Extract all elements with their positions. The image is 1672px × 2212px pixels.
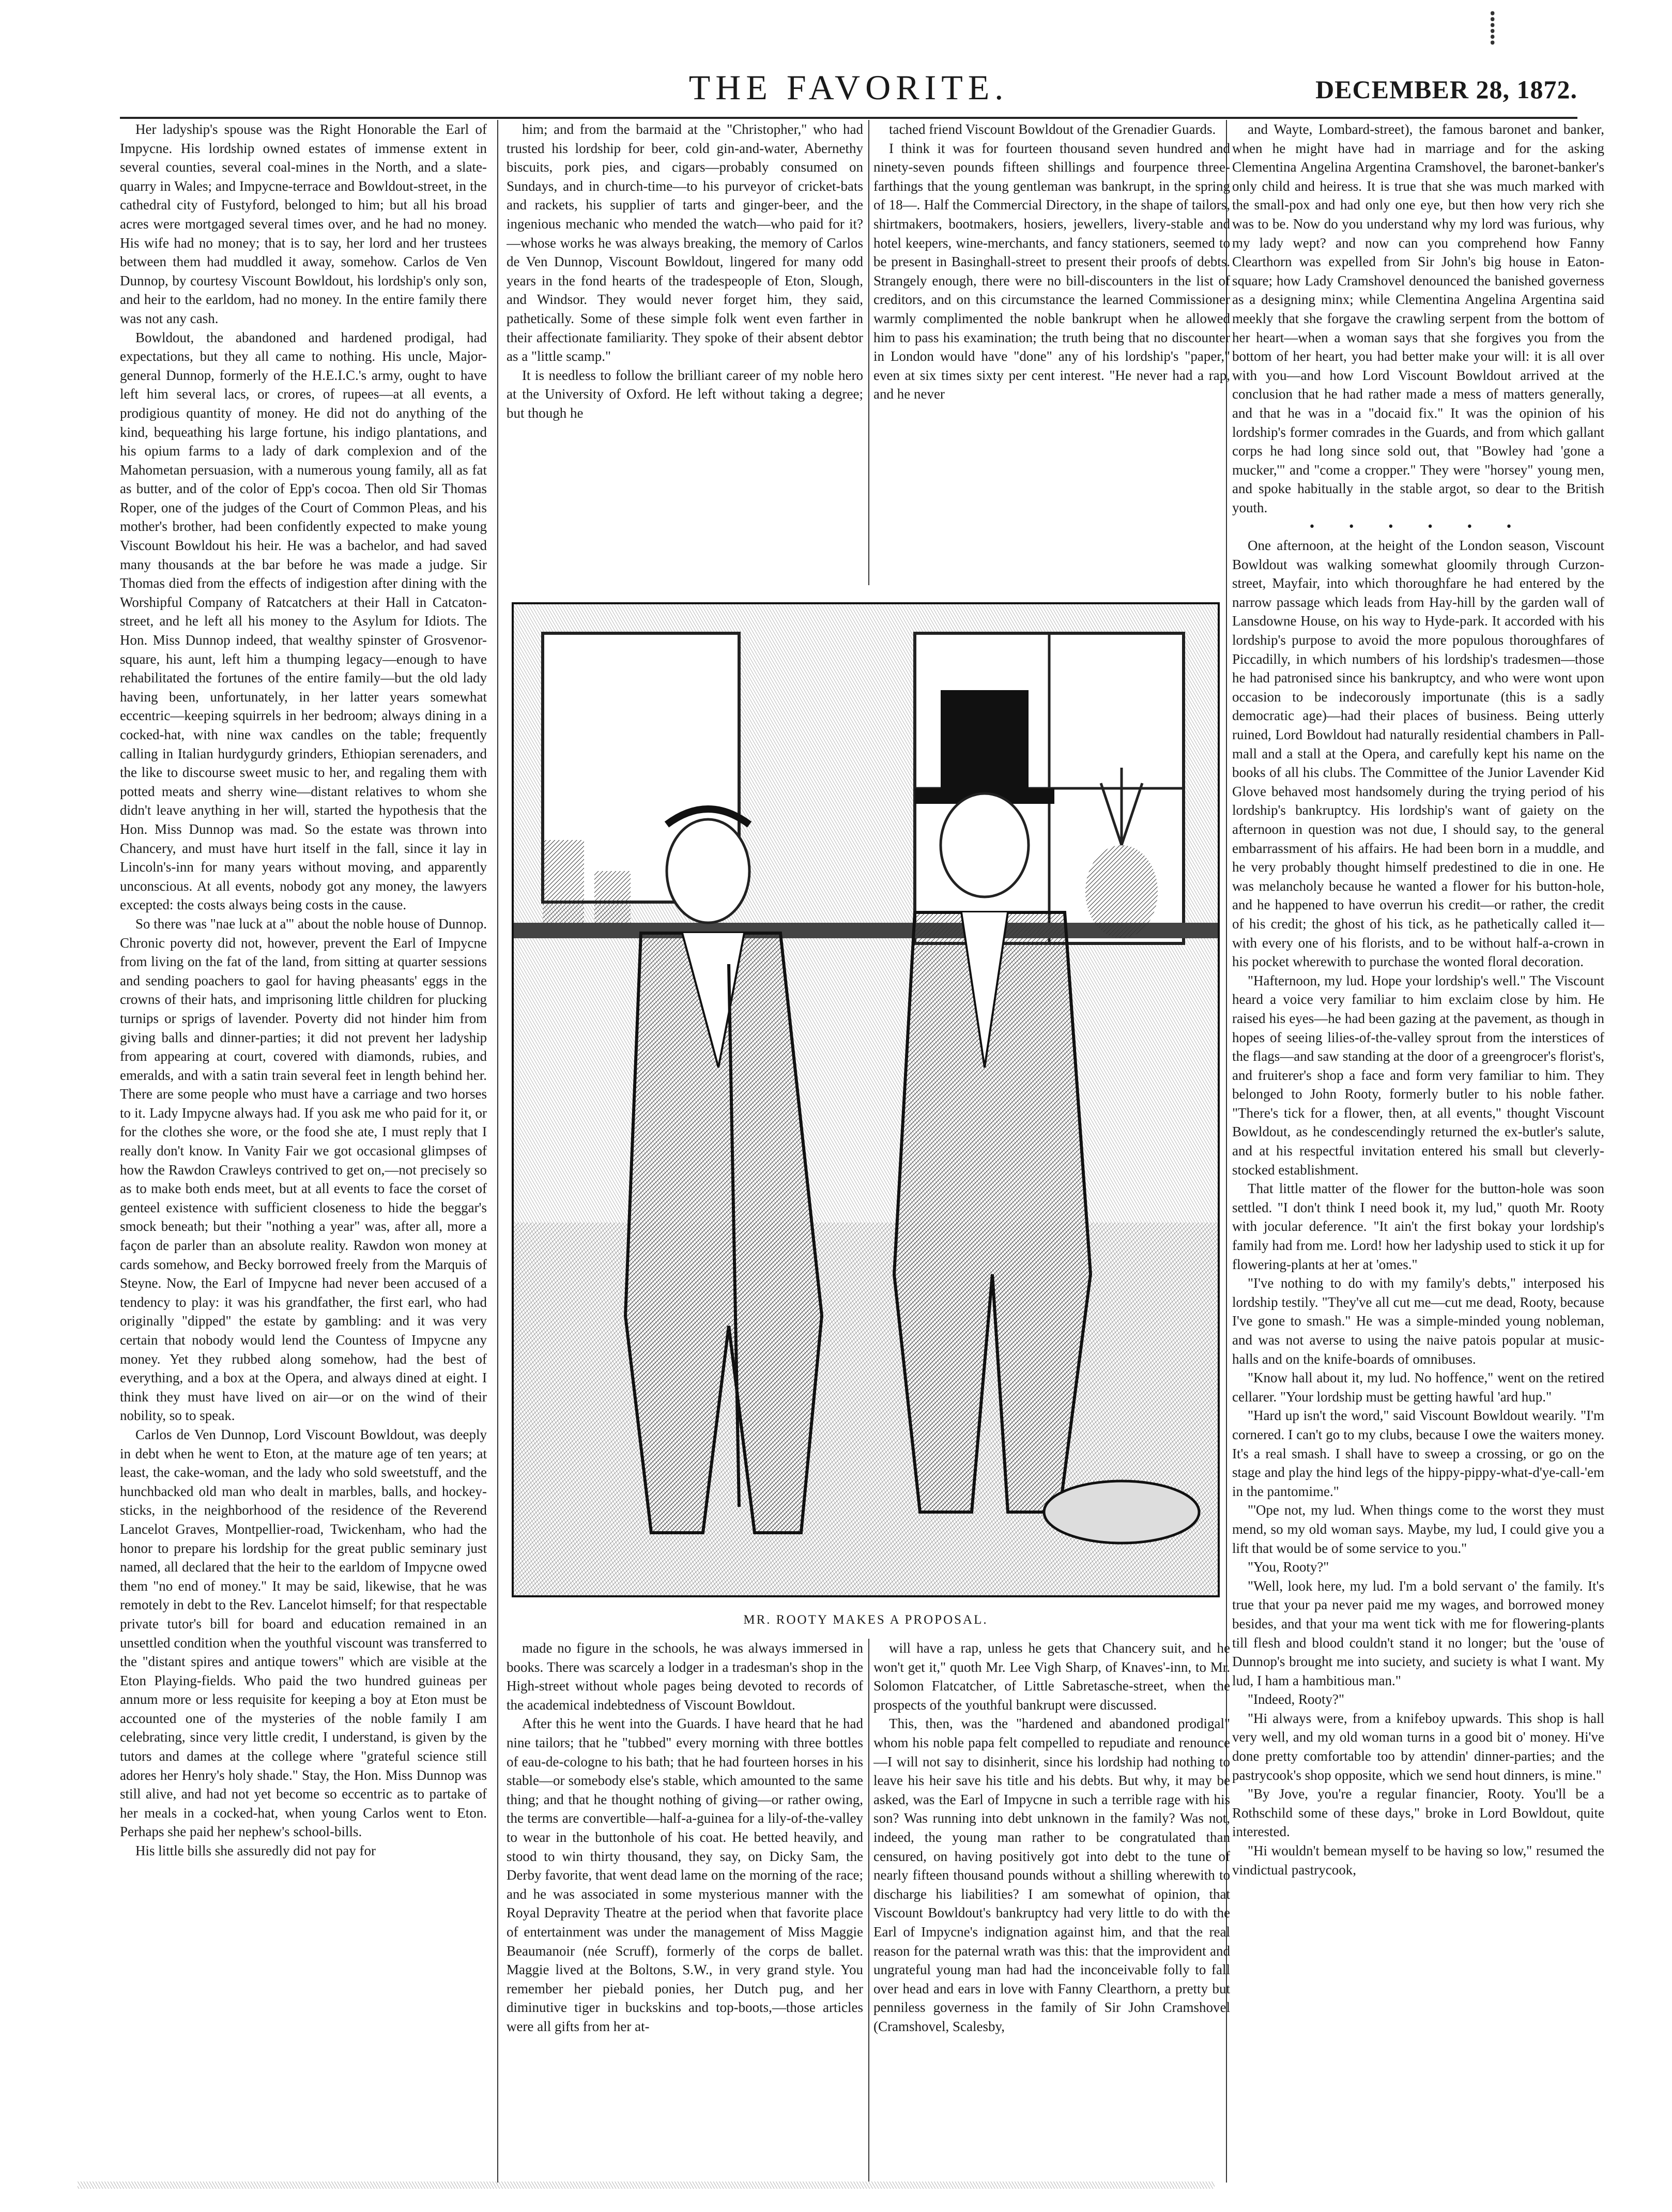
engraving-artwork	[512, 602, 1220, 1597]
illustration-caption: MR. ROOTY MAKES A PROPOSAL.	[743, 1613, 988, 1627]
paragraph: So there was "nae luck at a'" about the noble house of Dunnop. Chronic poverty did not, however, prevent the Earl of Impycne from living on the fat of the land, from sitting at quarter sessions and sending poachers to gaol for having pheasants' eggs in the crowns of their hats, and imprisoning little children for plucking turnips or sprigs of lavender. Poverty did not hinder him from giving balls and dinner-parties; it did not prevent her ladyship from appearing at court, covered with diamonds, rubies, and emeralds, and with a satin train several feet in length behind her. There are some people who must have a carriage and two horses to it. Lady Impycne always had. If you ask me who paid for it, or for the clothes she wore, or the food she ate, I must reply that I really don't know. In Vanity Fair we got occasional glimpses of how the Rawdon Crawleys contrived to get on,—not precisely so as to make both ends meet, but at all events to face the corset of genteel existence with sufficient closeness to hide the beggar's smock beneath; but their "nothing a year" was, after all, more a façon de parler than an absolute reality. Rawdon won money at cards somehow, and Becky borrowed freely from the Marquis of Steyne. Now, the Earl of Impycne had never been accused of a tendency to play: it was his grandfather, the first earl, who had originally "dipped" the estate by gambling: and it was very certain that nobody would lend the Countess of Impycne any money. Yet they rubbed along somehow, had the best of everything, and a box at the Opera, and always dined at eight. I think they must have lived on air—or on the wind of their nobility, so to speak.	[120, 916, 487, 1424]
paragraph: "Hi wouldn't bemean myself to be having so low," resumed the vindictual pastrycook,	[1232, 1843, 1604, 1878]
column-divider	[497, 120, 498, 2183]
print-smudge	[78, 2176, 1215, 2197]
column-divider	[868, 1639, 869, 2182]
paragraph: "You, Rooty?"	[1248, 1559, 1329, 1575]
paragraph: One afternoon, at the height of the London season, Viscount Bowldout was walking somewhat gloomily through Curzon-street, Mayfair, into which thoroughfare he had entered by the narrow passage which leads from Hay-hill by the garden wall of Lansdowne House, on his way to Hyde-park. It accorded with his lordship's purpose to avoid the more populous thoroughfares of Piccadilly, in which numbers of his lordship's tradesmen—those he had patronised since his bankruptcy, and who were wont upon occasion to be indecorously importunate (this is a sadly democratic age)—had their places of business. Being utterly ruined, Lord Bowldout had naturally residential chambers in Pall-mall and a stall at the Opera, and carefully kept his name on the books of all his clubs. The Committee of the Junior Lavender Kid Glove behaved most handsomely during the trying period of his lordship's bankruptcy. His lordship's want of gaiety on the afternoon in question was not due, I should say, to the general embarrassment of his affairs. He had been born in a muddle, and he very probably thought himself predestined to die in one. He was melancholy because he wanted a flower for his button-hole, and he happened to have overrun his credit—or rather, the credit of his credit; the ghost of his tick, as he pathetically called it—with every one of his florists, and to be without half-a-crown in his pocket wherewith to purchase the wonted floral decoration.	[1232, 538, 1604, 970]
paragraph: This, then, was the "hardened and abandoned prodigal" whom his noble papa felt compelled to repudiate and renounce—I will not say to disinherit, since his lordship had nothing to leave his heir save his title and his debts. But why, it may be asked, was the Earl of Impycne in such a terrible rage with his son? Was running into debt unknown in the family? Was not, indeed, the young man rather to be congratulated than censured, on having positively got into debt to the tune of nearly fifteen thousand pounds without a shilling wherewith to discharge his liabilities? I am somewhat of opinion, that Viscount Bowldout's bankruptcy had very little to do with the Earl of Impycne's indignation against him, and that the real reason for the paternal wrath was this: that the improvident and ungrateful young man had had the inconceivable folly to fall over head and ears in love with Fanny Clearthorn, a pretty but penniless governess in the family of Sir John Cramshovel (Cramshovel, Scalesby,	[873, 1716, 1230, 2034]
section-break: • • • • • •	[1309, 518, 1527, 535]
paragraph: and Wayte, Lombard-street), the famous baronet and banker, when he might have had in marriage and for the asking Clementina Angelina Argentina Cramshovel, the baronet-banker's only child and heiress. It is true that she was much marked with the small-pox and had only one eye, but then how very rich she was to be. Now do you understand why my lord was furious, why my lady wept? and now can you comprehend how Fanny Clearthorn was expelled from Sir John's big house in Eaton-square; how Lady Cramshovel denounced the banished governess as a designing minx; while Clementina Angelina Argentina said meekly that she forgave the crawling serpent from the bottom of her heart—when a woman says that she forgives you from the bottom of her heart, you had better make your will: it is all over with you—and how Lord Viscount Bowldout arrived at the conclusion that he had rather made a mess of matters generally, and that he was in a "docaid fix." It was the opinion of his lordship's former comrades in the Guards, and from which gallant corps he had long since sold out, that "Bowley had 'gone a mucker,'" and "come a cropper." They were "horsey" young men, and spoke habitually in the stable argot, so dear to the British youth.	[1232, 121, 1604, 515]
paragraph: him; and from the barmaid at the "Christopher," who had trusted his lordship for beer, cold gin-and-water, Abernethy biscuits, pork pies, and cigars—probably consumed on Sundays, and in church-time—to his purveyor of cricket-bats and rackets, his supplier of tarts and ginger-beer, and the ingenious mechanic who mended the watch—who paid for it?—whose works he was always breaking, the memory of Carlos de Ven Dunnop, Viscount Bowldout, lingered for many odd years in the fond hearts of the tradespeople of Eton, Slough, and Windsor. They would never forget him, they said, pathetically. Some of these simple folk went even farther in their affectionate familiarity. They spoke of their absent debtor as a "little scamp."	[507, 121, 863, 364]
paragraph: made no figure in the schools, he was always immersed in books. There was scarcely a lodger in a tradesman's shop in the High-street without whole pages being devoted to records of the academical indebtedness of Viscount Bowldout.	[507, 1640, 863, 1713]
column-divider	[868, 120, 869, 585]
paragraph: "Know hall about it, my lud. No hoffence," went on the retired cellarer. "Your lordship must be getting hawful 'ard hup."	[1232, 1370, 1604, 1405]
ink-mark: ⸽	[1489, 11, 1497, 45]
paragraph: Her ladyship's spouse was the Right Honorable the Earl of Impycne. His lordship owned estates of immense extent in several counties, several coal-mines in the North, and a slate-quarry in Wales; and Impycne-terrace and Bowldout-street, in the cathedral city of Fustyford, belonged to him; but all his broad acres were mortgaged several times over, and he had no money. His wife had no money; that is to say, her lord and her trustees between them had muddled it away, somehow. Carlos de Ven Dunnop, by courtesy Viscount Bowldout, his lordship's only son, and heir to the earldom, had no money. In the entire family there was not any cash.	[120, 121, 487, 326]
issue-date: DECEMBER 28, 1872.	[1315, 75, 1577, 104]
masthead	[120, 67, 1577, 114]
article-column-4	[1232, 120, 1604, 2177]
paragraph: "Hafternoon, my lud. Hope your lordship's well." The Viscount heard a voice very familiar to him exclaim close by him. He raised his eyes—he had been gazing at the pavement, as though in hopes of seeing lilies-of-the-valley sprout from the interstices of the flags—and saw standing at the door of a greengrocer's florist's, and fruiterer's shop a face and form very familiar to him. They belonged to John Rooty, formerly butler to his noble father. "There's tick for a flower, then, at all events," thought Viscount Bowldout, as he condescendingly returned the ex-butler's salute, and at his respectful invitation entered his small but cleverly-stocked establishment.	[1232, 972, 1604, 1178]
masthead-rule	[120, 117, 1577, 119]
paragraph: "I've nothing to do with my family's debts," interposed his lordship testily. "They've all cut me—cut me dead, Rooty, because I've gone to smash." He was a simple-minded young nobleman, and was not averse to using the naive patois popular at music-halls and on the knife-boards of omnibuses.	[1232, 1275, 1604, 1367]
paragraph: "By Jove, you're a regular financier, Rooty. You'll be a Rothschild some of these days," broke in Lord Bowldout, quite interested.	[1232, 1786, 1604, 1840]
paragraph: His little bills she assuredly did not pay for	[135, 1843, 376, 1859]
article-column-2-bottom	[507, 1639, 863, 2187]
paragraph: will have a rap, unless he gets that Chancery suit, and he won't get it," quoth Mr. Lee Vigh Sharp, of Knaves'-inn, to Mr. Solomon Flatcatcher, of Little Sabretasche-street, when the prospects of the youthful bankrupt were discussed.	[873, 1640, 1230, 1713]
engraving-illustration	[512, 602, 1220, 1597]
newspaper-title: THE FAVORITE.	[688, 68, 1009, 107]
paragraph: "'Ope not, my lud. When things come to the worst they must mend, so my old woman says. Maybe, my lud, I could give you a lift that would be of some service to you."	[1232, 1502, 1604, 1556]
paragraph: "Hi always were, from a knifeboy upwards. This shop is hall very well, and my old woman turns in a good bit o' money. Hi've done pretty comfortable too by attendin' dinner-parties; and the pastrycook's shop opposite, which we send hout dinners, is mine."	[1232, 1710, 1604, 1783]
paragraph: That little matter of the flower for the button-hole was soon settled. "I don't think I need book it, my lud," quoth Mr. Rooty with jocular deference. "It ain't the first bokay your lordship's family had from me. Lord! how her ladyship used to stick it up for flowering-plants at her at 'omes."	[1232, 1181, 1604, 1272]
paragraph: "Hard up isn't the word," said Viscount Bowldout wearily. "I'm cornered. I can't go to my clubs, because I owe the waiters money. It's a real smash. I shall have to sweep a crossing, or go on the stage and play the hind legs of the hippy-pippy-what-d'ye-call-'em in the pantomime."	[1232, 1408, 1604, 1499]
article-column-3-top	[873, 120, 1230, 601]
article-column-1	[120, 120, 487, 2177]
paragraph: It is needless to follow the brilliant career of my noble hero at the University of Oxford. He left without taking a degree; but though he	[507, 367, 863, 421]
paragraph: "Indeed, Rooty?"	[1248, 1691, 1344, 1707]
paragraph: "Well, look here, my lud. I'm a bold servant o' the family. It's true that your pa never paid me my wages, and borrowed money besides, and that your ma went tick with me for flowering-plants till flesh and blood couldn't stand it no longer; but the 'ouse of Dunnop's brought me into suciety, and suciety is what I want. My lud, I ham a hambitious man."	[1232, 1578, 1604, 1688]
paragraph: I think it was for fourteen thousand seven hundred and ninety-seven pounds fifteen shillings and fourpence three-farthings that the young gentleman was bankrupt, in the spring of 18—. Half the Commercial Directory, in the shape of tailors, shirtmakers, bootmakers, hosiers, jewellers, livery-stable and hotel keepers, wine-merchants, and fancy stationers, seemed to be present in Basinghall-street to present their proofs of debts. Strangely enough, there were no bill-discounters in the list of creditors, and on this circumstance the learned Commissioner warmly complimented the noble bankrupt when he allowed him to pass his examination; the truth being that no discounter in London would have "done" any of his lordship's "paper," even at six times sixty per cent interest. "He never had a rap, and he never	[873, 140, 1230, 402]
paragraph: Bowldout, the abandoned and hardened prodigal, had expectations, but they all came to nothing. His uncle, Major-general Dunnop, formerly of the H.E.I.C.'s army, ought to have left him several lacs, or crores, of rupees—at all events, a prodigious quantity of money. He did not do anything of the kind, bequeathing his large fortune, his indigo plantations, and his opium farms to a lady of dark complexion and of the Mahometan persuasion, with a numerous young family, all as fat as butter, and of the color of Epp's cocoa. Then old Sir Thomas Roper, one of the judges of the Court of Common Pleas, and his mother's brother, had been confidently expected to make young Viscount Bowldout his heir. He was a bachelor, and had saved many thousands at the bar before he was made a judge. Sir Thomas died from the effects of indigestion after dining with the Worshipful Company of Ratcatchers at their Hall in Catcaton-street, and he left all his money to the Asylum for Idiots. The Hon. Miss Dunnop indeed, that wealthy spinster of Grosvenor-square, his aunt, left him a thumping legacy—enough to have rehabilitated the fortunes of the entire family—but the old lady having been, unfortunately, in her latter years somewhat eccentric—keeping squirrels in her bedroom; always dining in a cocked-hat, with nine wax candles on the table; frequently calling in Italian hurdygurdy grinders, Ethiopian serenaders, and the like to discourse sweet music to her, and regaling them with potted meats and sherry wine—distant relatives to whom she didn't leave anything in her will, started the hypothesis that the Hon. Miss Dunnop was mad. So the estate was thrown into Chancery, and must have hurt itself in the fall, since it lay in Lincoln's-inn for many years without moving, and apparently unconscious. At all events, nobody got any money, the lawyers excepted: the costs always being costs in the cause.	[120, 329, 487, 913]
paragraph: After this he went into the Guards. I have heard that he had nine tailors; that he "tubbed" every morning with three bottles of eau-de-cologne to his bath; that he had fourteen horses in his stable—or somebody else's stable, which amounted to the same thing; and that he thought nothing of giving—or rather owing, the terms are convertible—half-a-guinea for a lily-of-the-valley to wear in the buttonhole of his coat. He betted heavily, and stood to win thirty thousand, they say, on Dicky Sam, the Derby favorite, that went dead lame on the morning of the race; and he was associated in some mysterious manner with the Royal Depravity Theatre at the period when that favorite place of entertainment was under the management of Miss Maggie Beaumanoir (née Scruff), formerly of the corps de ballet. Maggie lived at the Boltons, S.W., in very grand style. You remember her piebald ponies, her Dutch pug, and her diminutive tiger in buckskins and top-boots,—those articles were all gifts from her at-	[507, 1716, 863, 2034]
article-column-2-top	[507, 120, 863, 601]
article-column-3-bottom	[873, 1639, 1230, 2187]
paragraph: tached friend Viscount Bowldout of the Grenadier Guards.	[889, 121, 1216, 137]
paragraph: Carlos de Ven Dunnop, Lord Viscount Bowldout, was deeply in debt when he went to Eton, at the mature age of ten years; at least, the cake-woman, and the lady who sold sweetstuff, and the hunchbacked old man who dealt in marbles, balls, and hockey-sticks, in the neighborhood of the residence of the Reverend Lancelot Graves, Montpellier-road, Twickenham, who had the honor to prepare his lordship for the great public seminary just named, all declared that the heir to the earldom of Impycne owed them "no end of money." It may be said, likewise, that he was remotely in debt to the Rev. Lancelot himself; for that respectable private tutor's bill for board and education remained in an unsettled condition when the youthful viscount was transferred to the "distant spires and antique towers" which are visible at the Eton Playing-fields. Who paid the two hundred guineas per annum more or less requisite for keeping a boy at Eton must be accounted one of the mysteries of the noble family I am celebrating, since very little credit, I understand, is given by the tutors and dames at the college where "grateful science still adores her Henry's holy shade." Stay, the Hon. Miss Dunnop was still alive, and had not yet become so eccentric as to partake of her meals in a cocked-hat, when young Carlos went to Eton. Perhaps she paid her nephew's school-bills.	[120, 1426, 487, 1840]
